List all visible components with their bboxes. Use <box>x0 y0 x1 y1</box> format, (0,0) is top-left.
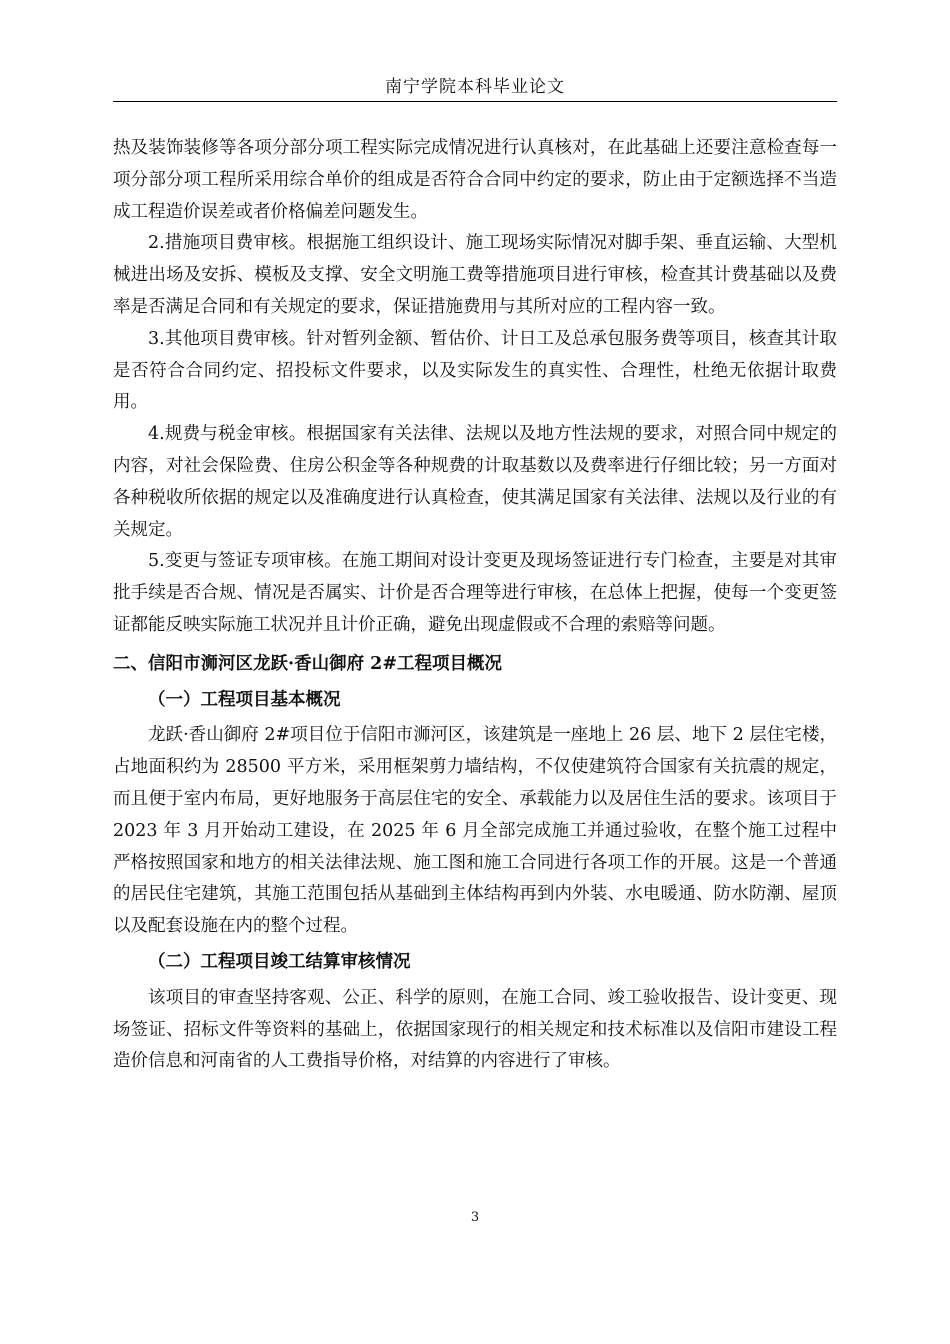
section-heading: 二、信阳市浉河区龙跃·香山御府 2#工程项目概况 <box>113 653 503 674</box>
paragraph-continued: 热及装饰装修等各项分部分项工程实际完成情况进行认真核对，在此基础上还要注意检查每一项分部分项工程所采用综合单价的组成是否符合合同中约定的要求，防止由于定额选择不当造成工程造价误差或者价格偏差问题发生。 <box>113 138 837 222</box>
page-number: 3 <box>470 1210 480 1225</box>
paragraph-measures-fee: 2.措施项目费审核。根据施工组织设计、施工现场实际情况对脚手架、垂直运输、大型机械进出场及安拆、模板及支撑、安全文明施工费等措施项目进行审核，检查其计费基础以及费率是否满足合同和有关规定的要求，保证措施费用与其所对应的工程内容一致。 <box>113 233 837 317</box>
running-header: 南宁学院本科毕业论文 <box>385 77 565 97</box>
subsection-heading-overview: （一）工程项目基本概况 <box>148 689 341 710</box>
page-body <box>113 133 837 1078</box>
header-divider <box>113 101 837 102</box>
paragraph-audit: 该项目的审查坚持客观、公正、科学的原则，在施工合同、竣工验收报告、设计变更、现场签证、招标文件等资料的基础上，依据国家现行的相关规定和技术标准以及信阳市建设工程造价信息和河南省的人工费指导价格，对结算的内容进行了审核。 <box>113 987 837 1072</box>
subsection-heading-audit: （二）工程项目竣工结算审核情况 <box>148 951 411 972</box>
paragraph-change-visa: 5.变更与签证专项审核。在施工期间对设计变更及现场签证进行专门检查，主要是对其审批手续是否合规、情况是否属实、计价是否合理等进行审核，在总体上把握，使每一个变更签证都能反映实际施工状况并且计价正确，避免出现虚假或不合理的索赔等问题。 <box>113 551 837 635</box>
paragraph-overview: 龙跃·香山御府 2#项目位于信阳市浉河区，该建筑是一座地上 26 层、地下 2 层住宅楼，占地面积约为 28500 平方米，采用框架剪力墙结构，不仅使建筑符合国家有关抗震的规定，而且便于室内布局，更好地服务于高层住宅的安全、承载能力以及居住生活的要求。该项目于 2023 年 3 月开始动工建设，在 2025 年 6 月全部完成施工并通过验收，在整个施工过程中严格按照国家和地方的相关法律法规、施工图和施工合同进行各项工作的开展。这是一个普通的居民住宅建筑，其施工范围包括从基础到主体结构再到内外装、水电暖通、防水防潮、屋顶以及配套设施在内的整个过程。 <box>113 725 837 937</box>
paragraph-other-fee: 3.其他项目费审核。针对暂列金额、暂估价、计日工及总承包服务费等项目，核查其计取是否符合合同约定、招投标文件要求，以及实际发生的真实性、合理性，杜绝无依据计取费用。 <box>113 328 837 413</box>
paragraph-fees-taxes: 4.规费与税金审核。根据国家有关法律、法规以及地方性法规的要求，对照合同中规定的内容，对社会保险费、住房公积金等各种规费的计取基数以及费率进行仔细比较；另一方面对各种税收所依据的规定以及准确度进行认真检查，使其满足国家有关法律、法规以及行业的有关规定。 <box>113 424 837 540</box>
